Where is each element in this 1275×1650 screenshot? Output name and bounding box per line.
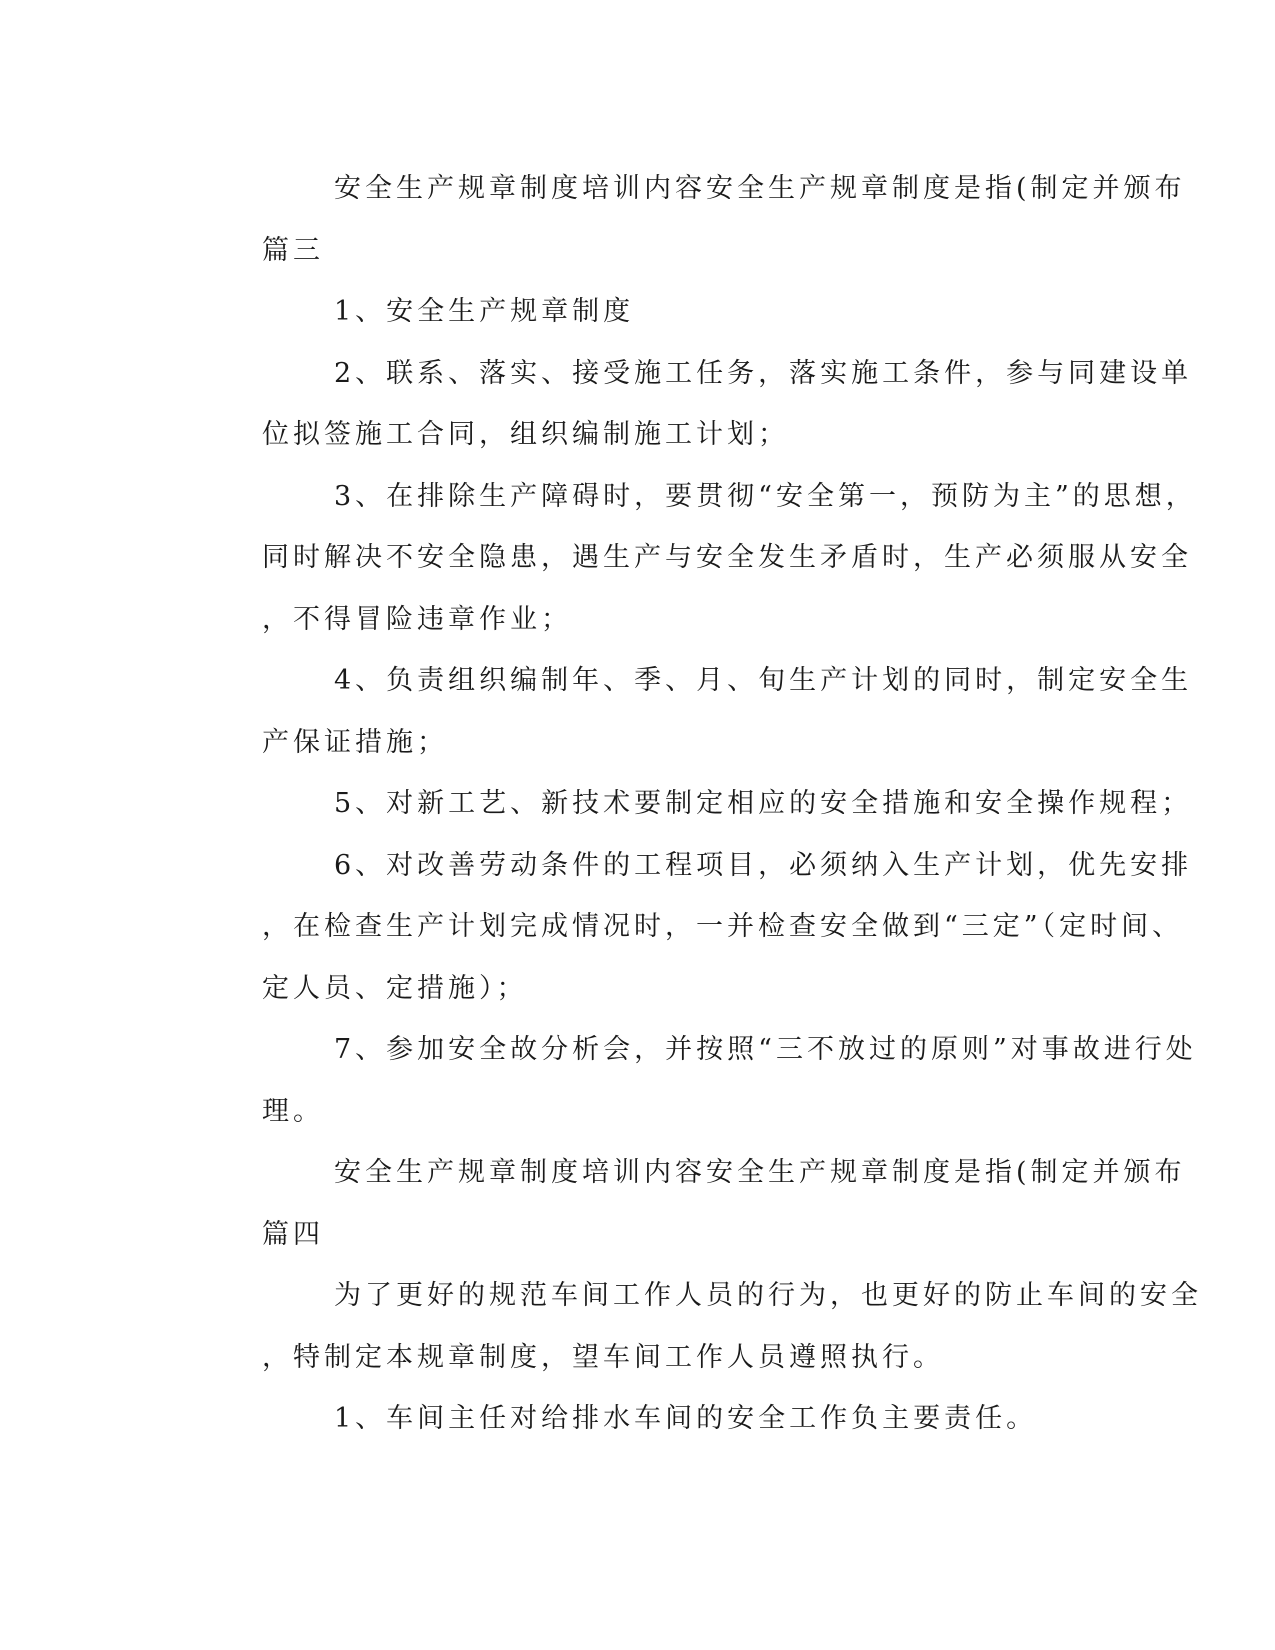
paragraph-heading-part4: [190, 1142, 1186, 1265]
text-line: 产保证措施；: [262, 726, 448, 758]
text-line: 定人员、定措施）；: [262, 972, 528, 1004]
text-line: 2、联系、落实、接受施工任务，落实施工条件，参与同建设单: [334, 357, 1193, 389]
text-line: 位拟签施工合同，组织编制施工计划；: [262, 419, 789, 450]
text-line: 3、在排除生产障碍时，要贯彻“安全第一，预防为主”的思想，: [334, 480, 1197, 512]
text-line: 为了更好的规范车间工作人员的行为，也更好的防止车间的安全: [334, 1280, 1202, 1311]
paragraph-item-7: [190, 1019, 1197, 1142]
paragraph-heading-part3: [190, 158, 1186, 281]
text-line: 1、车间主任对给排水车间的安全工作负主要责任。: [334, 1403, 1038, 1434]
paragraph-item-1: [190, 281, 1090, 343]
text-line: 篇三: [262, 234, 324, 266]
text-line: 同时解决不安全隐患，遇生产与安全发生矛盾时，生产必须服从安全: [262, 542, 1192, 573]
text-line: ，在检查生产计划完成情况时，一并检查安全做到“三定”（定时间、: [262, 911, 1184, 942]
paragraph-rule-1: [190, 1388, 1090, 1450]
text-line: ，特制定本规章制度，望车间工作人员遵照执行。: [262, 1341, 944, 1373]
text-line: 7、参加安全故分析会，并按照“三不放过的原则”对事故进行处: [334, 1034, 1197, 1065]
text-line: ，不得冒险违章作业；: [262, 603, 572, 635]
text-line: 5、对新工艺、新技术要制定相应的安全措施和安全操作规程；: [334, 788, 1193, 819]
text-line: 理。: [262, 1095, 324, 1127]
text-line: 安全生产规章制度培训内容安全生产规章制度是指(制定并颁布: [334, 1157, 1186, 1188]
document-body: [190, 158, 1202, 1450]
paragraph-intro: [190, 1265, 1202, 1388]
text-line: 4、负责组织编制年、季、月、旬生产计划的同时，制定安全生: [334, 665, 1193, 696]
paragraph-item-4: [190, 650, 1193, 773]
paragraph-item-6: [190, 835, 1193, 1020]
text-line: 6、对改善劳动条件的工程项目，必须纳入生产计划，优先安排: [334, 849, 1193, 881]
text-line: 篇四: [262, 1218, 324, 1250]
text-line: 安全生产规章制度培训内容安全生产规章制度是指(制定并颁布: [334, 173, 1186, 204]
text-line: 1、安全生产规章制度: [334, 296, 635, 327]
paragraph-item-5: [190, 773, 1193, 835]
paragraph-item-3: [190, 466, 1197, 651]
paragraph-item-2: [190, 343, 1193, 466]
